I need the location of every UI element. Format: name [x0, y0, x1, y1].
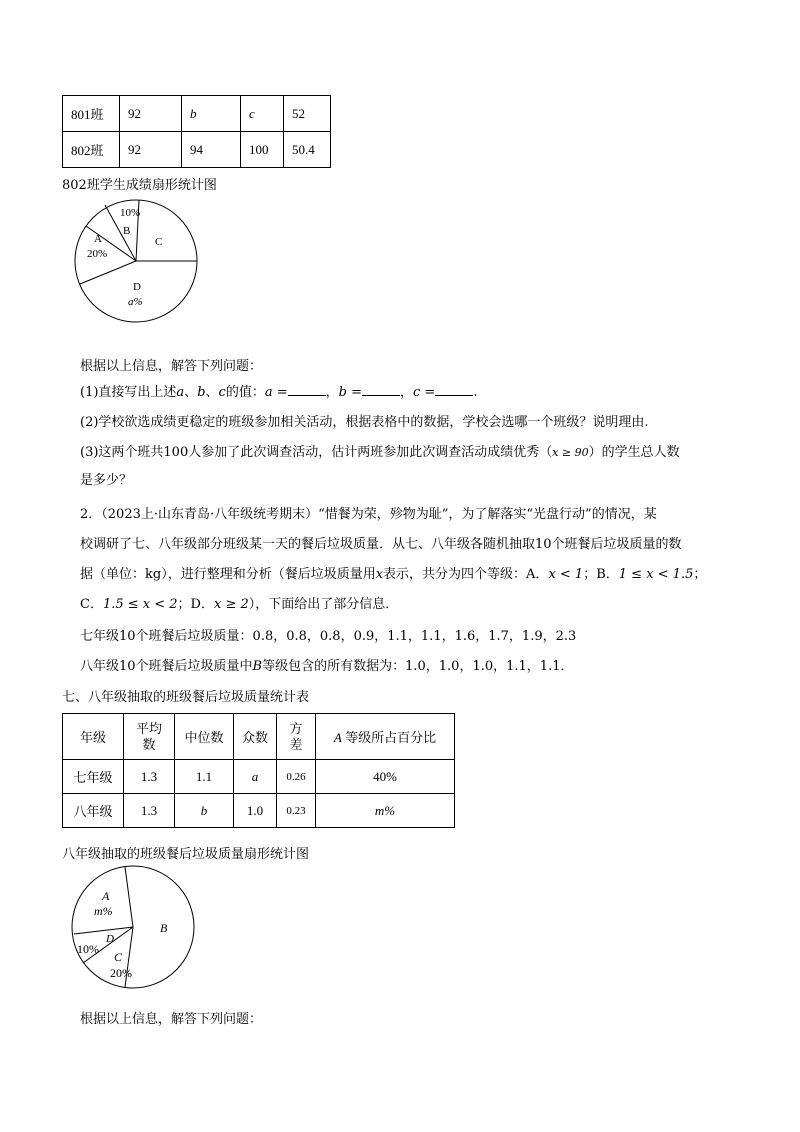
table-cell: 92 [120, 96, 182, 132]
table-cell: 1.1 [175, 760, 234, 794]
slice-label: A [102, 889, 110, 903]
header-cell: 平均 数 [124, 714, 175, 760]
table-cell: m% [316, 794, 455, 828]
grade7-data: 七年级10个班餐后垃圾质量：0.8，0.8，0.8，0.9，1.1，1.1，1.6，1.7，1.9，2.3 [80, 629, 577, 644]
pie-chart-802 [70, 194, 206, 330]
answer-blank-a [288, 383, 326, 396]
instructions: 根据以上信息，解答下列问题： [80, 359, 263, 374]
pie-caption: 802班学生成绩扇形统计图 [62, 178, 217, 193]
table-row [63, 96, 331, 132]
table-row [63, 132, 331, 168]
slice-label: D [133, 281, 141, 293]
header-cell: 年级 [63, 714, 124, 760]
table-cell: a [234, 760, 277, 794]
table-cell: 1.0 [234, 794, 277, 828]
question-1-3: (3)这两个班共100人参加了此次调查活动，估计两班参加此次调查活动成绩优秀（x ≥ 90）的学生总人数 [80, 445, 680, 460]
slice-label: A [94, 233, 102, 245]
question-1-3-cont: 是多少？ [80, 473, 133, 488]
slice-label: B [160, 921, 168, 935]
slice-label: C [114, 950, 123, 964]
question-2-line: 据（单位：kg），进行整理和分析（餐后垃圾质量用x表示，共分为四个等级：A．x < 1；B．1 ≤ x < 1.5； [80, 567, 707, 582]
question-1-1: (1)直接写出上述a、b、c的值：a = ，b = ，c = . [80, 385, 478, 400]
slice-label: D [106, 933, 114, 945]
table-cell: 0.26 [277, 760, 316, 794]
header-cell: 中位数 [175, 714, 234, 760]
table-cell: 1.3 [124, 794, 175, 828]
table-cell: 0.23 [277, 794, 316, 828]
grade8-data: 八年级10个班餐后垃圾质量中B等级包含的所有数据为：1.0，1.0，1.0，1.1，1.1． [80, 659, 574, 674]
table-cell: 802班 [63, 132, 120, 168]
score-table [62, 95, 331, 168]
table-cell: 801班 [63, 96, 120, 132]
header-cell: 众数 [234, 714, 277, 760]
slice-label: 10% [77, 942, 99, 956]
table-row [63, 760, 455, 794]
slice-label: 20% [110, 966, 132, 980]
table-cell: 七年级 [63, 760, 124, 794]
question-2-line: C．1.5 ≤ x < 2；D．x ≥ 2），下面给出了部分信息． [80, 597, 399, 612]
slice-label: 10% [120, 207, 141, 219]
table-cell: 94 [182, 132, 241, 168]
header-cell: A 等级所占百分比 [316, 714, 455, 760]
table-cell: 八年级 [63, 794, 124, 828]
question-2-line: 2．（2023上·山东青岛·八年级统考期末）“惜餐为荣，殄物为耻”，为了解落实“光盘行动”的情况，某 [80, 507, 657, 522]
table-cell: 100 [241, 132, 284, 168]
table-cell: 52 [284, 96, 331, 132]
table-cell: 40% [316, 760, 455, 794]
table-header-row [63, 714, 455, 760]
slice-label: B [123, 225, 131, 237]
pie-caption: 八年级抽取的班级餐后垃圾质量扇形统计图 [62, 847, 310, 862]
question-1-2: (2)学校欲选成绩更稳定的班级参加相关活动，根据表格中的数据，学校会选哪一个班级？说明理由. [80, 415, 649, 430]
slice-label: C [155, 236, 163, 248]
slice-label: a% [128, 296, 143, 308]
pie-chart-grade8 [70, 864, 200, 994]
slice-label: 20% [87, 248, 108, 260]
slice-label: m% [94, 904, 113, 918]
table-cell: 92 [120, 132, 182, 168]
table-row [63, 794, 455, 828]
table-cell: 50.4 [284, 132, 331, 168]
answer-blank-c [435, 383, 473, 396]
garbage-stats-table [62, 713, 455, 828]
table-cell: 1.3 [124, 760, 175, 794]
question-2-line: 校调研了七、八年级部分班级某一天的餐后垃圾质量．从七、八年级各随机抽取10个班餐后垃圾质量的数 [80, 537, 682, 552]
header-cell: 方 差 [277, 714, 316, 760]
table-cell: b [182, 96, 241, 132]
table-caption: 七、八年级抽取的班级餐后垃圾质量统计表 [62, 690, 310, 705]
table-cell: c [241, 96, 284, 132]
instructions-footer: 根据以上信息，解答下列问题： [80, 1012, 263, 1027]
table-cell: b [175, 794, 234, 828]
answer-blank-b [362, 383, 400, 396]
